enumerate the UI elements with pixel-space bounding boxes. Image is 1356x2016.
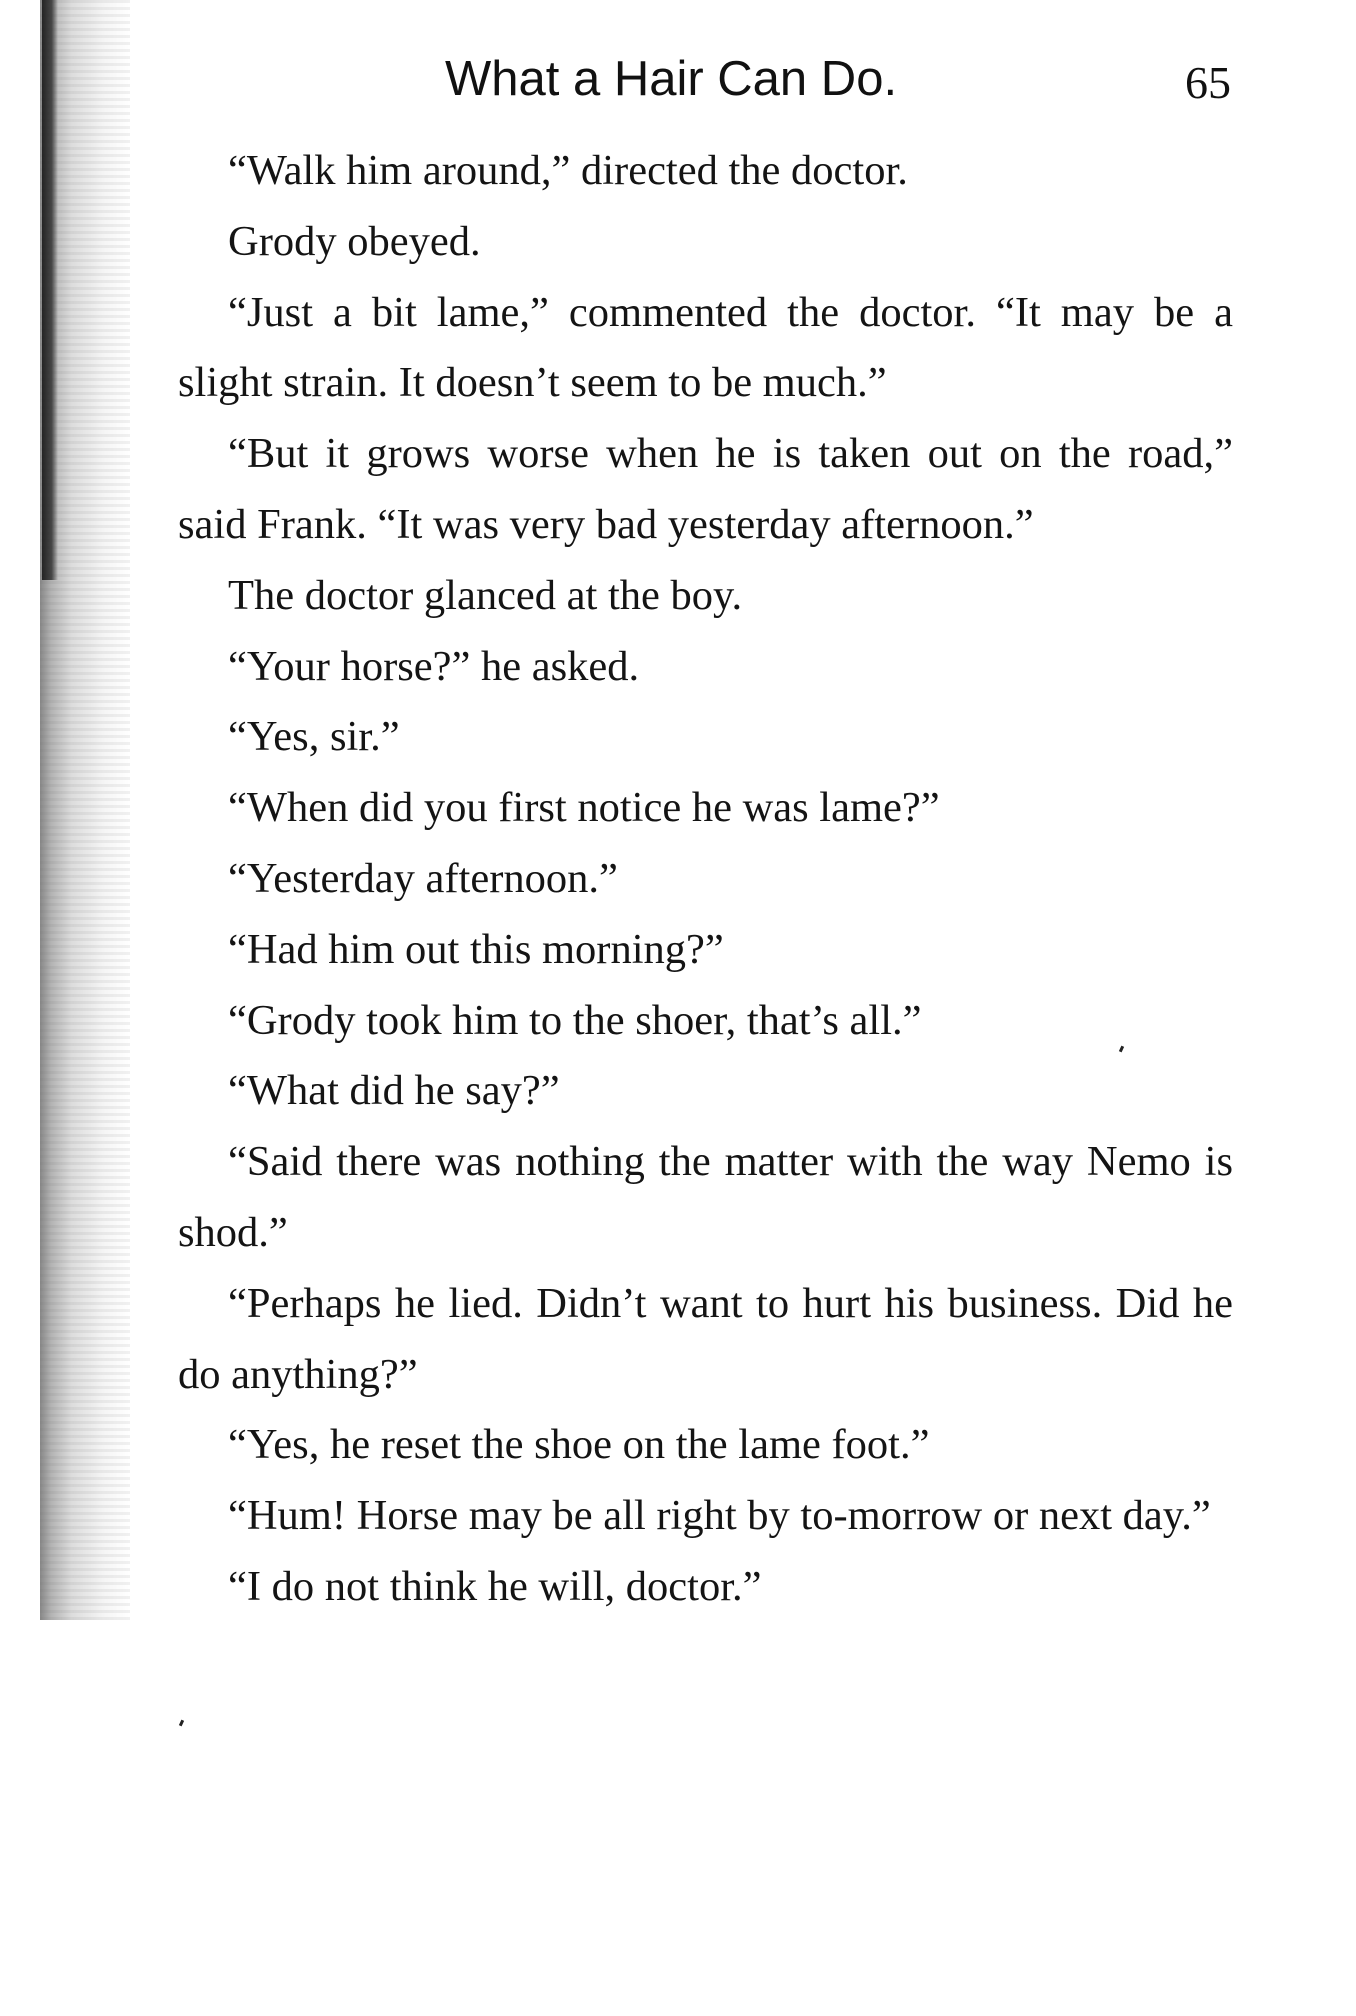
paragraph: Grody obeyed.: [228, 217, 481, 265]
paragraph: “Hum! Horse may be all right by to-morrow or next day.”: [228, 1492, 1211, 1540]
paragraph: The doctor glanced at the boy.: [228, 571, 743, 619]
paragraph: “Just a bit lame,” commented the doctor. “It may be a slight strain. It doesn’t seem to be much.”: [178, 288, 1233, 407]
paragraph: “Walk him around,” directed the doctor.: [228, 147, 908, 194]
paragraph: “Yesterday afternoon.”: [228, 854, 618, 902]
page-number: 65: [1185, 57, 1231, 108]
page-body-text: [178, 136, 1233, 1623]
paragraph: “Perhaps he lied. Didn’t want to hurt his business. Did he do anything?”: [178, 1279, 1233, 1398]
paragraph: “What did he say?”: [228, 1067, 560, 1115]
paragraph: “Yes, he reset the shoe on the lame foot.”: [228, 1421, 930, 1469]
paragraph: “Your horse?” he asked.: [228, 642, 640, 690]
paragraph: “But it grows worse when he is taken out on the road,” said Frank. “It was very bad yesterday afternoon.”: [178, 430, 1233, 548]
running-title: What a Hair Can Do.: [445, 52, 898, 106]
ink-speck: [179, 1720, 184, 1727]
page-header: [0, 44, 1356, 114]
paragraph: “Said there was nothing the matter with the way Nemo is shod.”: [178, 1138, 1233, 1256]
paragraph: “When did you first notice he was lame?”: [228, 784, 940, 832]
paragraph: “Had him out this morning?”: [228, 925, 724, 973]
paragraph: “I do not think he will, doctor.”: [228, 1562, 762, 1610]
paragraph: “Grody took him to the shoer, that’s all.”: [228, 996, 922, 1044]
paragraph: “Yes, sir.”: [228, 713, 400, 761]
